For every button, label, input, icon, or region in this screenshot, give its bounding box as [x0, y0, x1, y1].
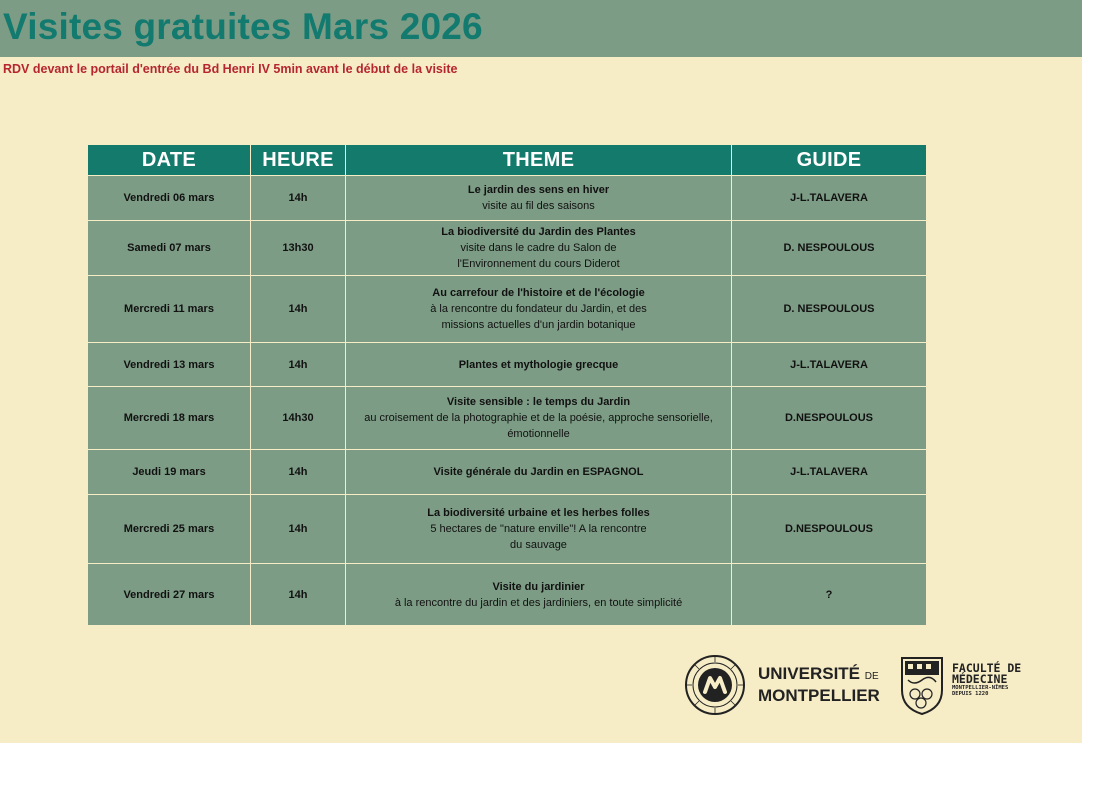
theme-line: émotionnelle — [507, 428, 570, 440]
visit-guide: J-L.TALAVERA — [732, 176, 927, 221]
header-time: HEURE — [251, 145, 346, 176]
university-name — [758, 664, 880, 705]
table-row — [88, 564, 927, 626]
theme-title: Visite générale du Jardin en ESPAGNOL — [433, 466, 644, 478]
visit-guide: ? — [732, 564, 927, 626]
visit-time: 14h — [251, 564, 346, 626]
visit-time: 14h — [251, 343, 346, 387]
partner-logos — [684, 654, 1044, 718]
visit-date: Mercredi 25 mars — [88, 495, 251, 564]
visit-guide: D.NESPOULOUS — [732, 495, 927, 564]
table-row — [88, 495, 927, 564]
visit-theme — [346, 387, 732, 450]
visit-guide: D. NESPOULOUS — [732, 276, 927, 343]
theme-title: Au carrefour de l'histoire et de l'écologie — [432, 287, 645, 299]
theme-line: à la rencontre du jardin et des jardiniers, en toute simplicité — [394, 596, 683, 609]
theme-line: au croisement de la photographie et de la poésie, approche sensorielle, — [364, 412, 713, 424]
faculty-name — [952, 663, 1021, 697]
theme-title: La biodiversité du Jardin des Plantes — [441, 226, 636, 238]
faculty-line1: FACULTÉ DE — [952, 661, 1022, 675]
faculty-line3: MONTPELLIER-NÎMES — [952, 685, 1009, 691]
header-theme: THEME — [346, 145, 732, 176]
theme-line: 5 hectares de "nature enville"! A la rencontre — [430, 523, 647, 535]
visit-guide: J-L.TALAVERA — [732, 450, 927, 495]
theme-title: La biodiversité urbaine et les herbes folles — [427, 507, 650, 519]
visit-theme — [346, 450, 732, 495]
theme-title: Le jardin des sens en hiver — [467, 184, 610, 196]
meeting-point-note: RDV devant le portail d'entrée du Bd Henri IV 5min avant le début de la visite — [3, 62, 458, 76]
theme-title: Plantes et mythologie grecque — [458, 358, 619, 371]
theme-line: visite dans le cadre du Salon de — [460, 242, 617, 254]
university-de: DE — [864, 671, 879, 682]
visit-theme — [346, 495, 732, 564]
visit-date: Vendredi 06 mars — [88, 176, 251, 221]
visit-date: Samedi 07 mars — [88, 221, 251, 276]
visit-time: 14h — [251, 450, 346, 495]
university-line2: MONTPELLIER — [758, 686, 880, 705]
visit-guide: J-L.TALAVERA — [732, 343, 927, 387]
visit-date: Vendredi 13 mars — [88, 343, 251, 387]
theme-title: Visite du jardinier — [492, 580, 585, 593]
header-date: DATE — [88, 145, 251, 176]
table-header-row — [88, 145, 927, 176]
page-title: Visites gratuites Mars 2026 — [3, 6, 483, 47]
theme-line: à la rencontre du fondateur du Jardin, et des — [430, 303, 647, 315]
visit-time: 13h30 — [251, 221, 346, 276]
visit-date: Mercredi 11 mars — [88, 276, 251, 343]
visit-theme — [346, 276, 732, 343]
table-row — [88, 343, 927, 387]
visit-theme — [346, 176, 732, 221]
theme-line: missions actuelles d'un jardin botanique — [441, 319, 636, 331]
visit-theme — [346, 343, 732, 387]
header-guide: GUIDE — [732, 145, 927, 176]
faculty-emblem-icon — [900, 656, 944, 716]
visits-table — [87, 144, 927, 626]
visit-time: 14h30 — [251, 387, 346, 450]
table-row — [88, 276, 927, 343]
visit-theme — [346, 221, 732, 276]
visit-theme — [346, 564, 732, 626]
title-bar — [0, 0, 1082, 57]
theme-line: l'Environnement du cours Diderot — [457, 258, 620, 270]
visit-date: Mercredi 18 mars — [88, 387, 251, 450]
table-row — [88, 450, 927, 495]
visit-date: Jeudi 19 mars — [88, 450, 251, 495]
theme-line: du sauvage — [510, 539, 567, 551]
visit-time: 14h — [251, 495, 346, 564]
theme-title: Visite sensible : le temps du Jardin — [446, 396, 631, 408]
table-row — [88, 387, 927, 450]
table-row — [88, 221, 927, 276]
visit-time: 14h — [251, 276, 346, 343]
visit-guide: D. NESPOULOUS — [732, 221, 927, 276]
visit-guide: D.NESPOULOUS — [732, 387, 927, 450]
faculty-line4: DEPUIS 1220 — [952, 691, 989, 697]
table-row — [88, 176, 927, 221]
university-seal-icon — [684, 654, 746, 716]
university-line1: UNIVERSITÉ — [758, 664, 861, 683]
theme-line: visite au fil des saisons — [482, 200, 595, 212]
visit-time: 14h — [251, 176, 346, 221]
faculty-line2: MÉDECINE — [952, 672, 1008, 686]
visit-date: Vendredi 27 mars — [88, 564, 251, 626]
